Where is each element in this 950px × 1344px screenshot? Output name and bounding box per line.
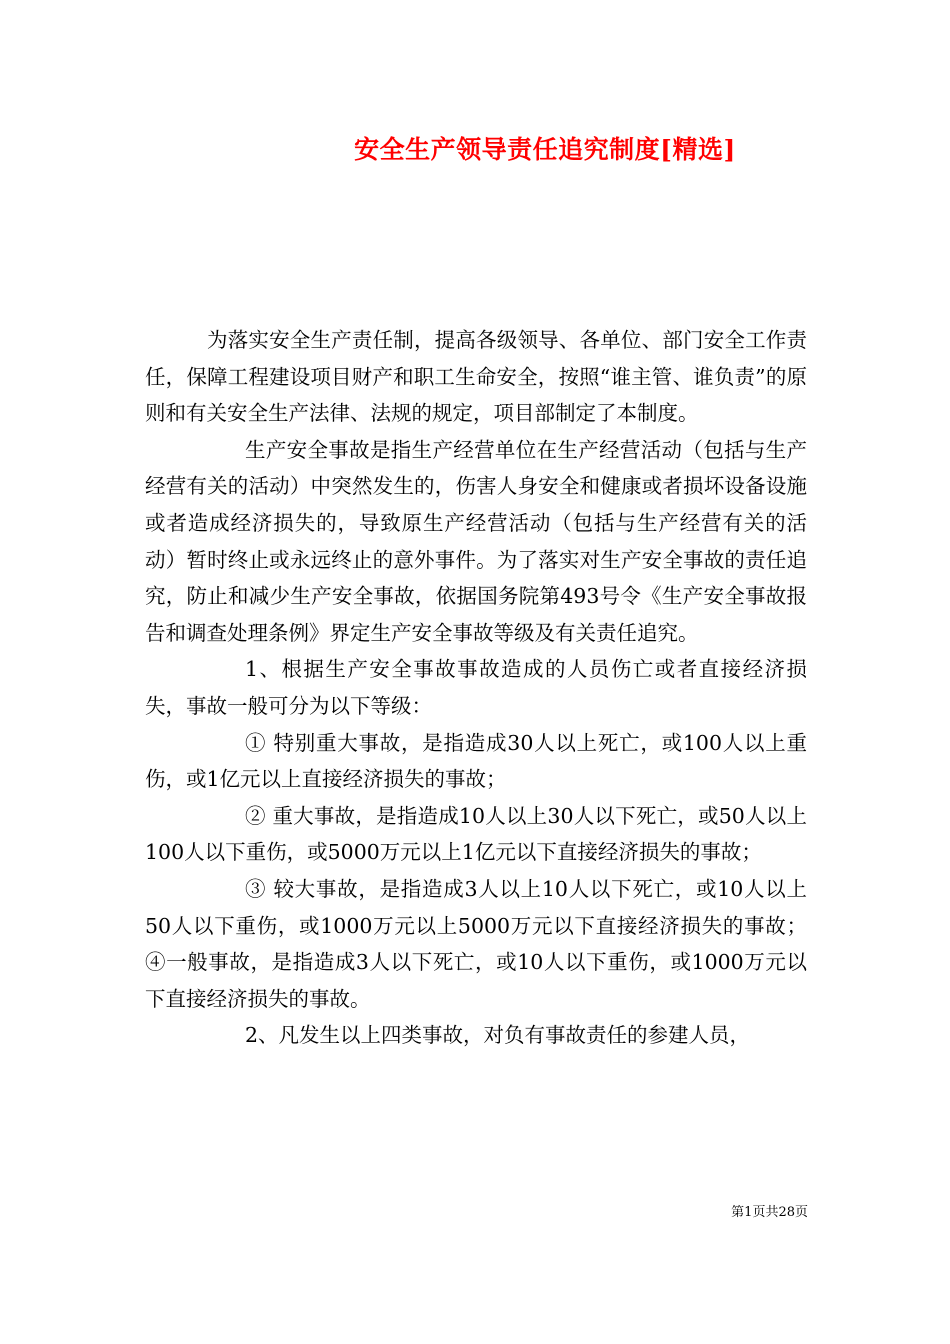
document-body — [145, 322, 807, 1054]
paragraph-classification: 1、根据生产安全事故事故造成的人员伤亡或者直接经济损失，事故一般可分为以下等级： — [145, 657, 807, 718]
paragraph-level-3-4: ③ 较大事故，是指造成3人以上10人以下死亡，或10人以上50人以下重伤，或1000万元以上5000万元以下直接经济损失的事故；④一般事故，是指造成3人以下死亡，或10人以下重伤，或1000万元以下直接经济损失的事故。 — [145, 876, 807, 1011]
paragraph-level-1: ① 特别重大事故，是指造成30人以上死亡，或100人以上重伤，或1亿元以上直接经济损失的事故； — [145, 730, 807, 792]
paragraph-definition: 生产安全事故是指生产经营单位在生产经营活动（包括与生产经营有关的活动）中突然发生的，伤害人身安全和健康或者损坏设备设施或者造成经济损失的，导致原生产经营活动（包括与生产经营有关的活动）暂时终止或永远终止的意外事件。为了落实对生产安全事故的责任追究，防止和减少生产安全事故，依据国务院第493号令《生产安全事故报告和调查处理条例》界定生产安全事故等级及有关责任追究。 — [145, 437, 807, 645]
paragraph-level-2: ② 重大事故，是指造成10人以上30人以下死亡，或50人以上100人以下重伤，或5000万元以上1亿元以下直接经济损失的事故； — [145, 803, 807, 865]
paragraph-responsibility: 2、凡发生以上四类事故，对负有事故责任的参建人员， — [245, 1023, 751, 1048]
document-title: 安全生产领导责任追究制度[精选] — [354, 135, 736, 164]
page-number-footer: 第1页共28页 — [731, 1205, 808, 1220]
paragraph-intro: 为落实安全生产责任制，提高各级领导、各单位、部门安全工作责任，保障工程建设项目财产和职工生命安全，按照“谁主管、谁负责”的原则和有关安全生产法律、法规的规定，项目部制定了本制度。 — [145, 328, 807, 426]
